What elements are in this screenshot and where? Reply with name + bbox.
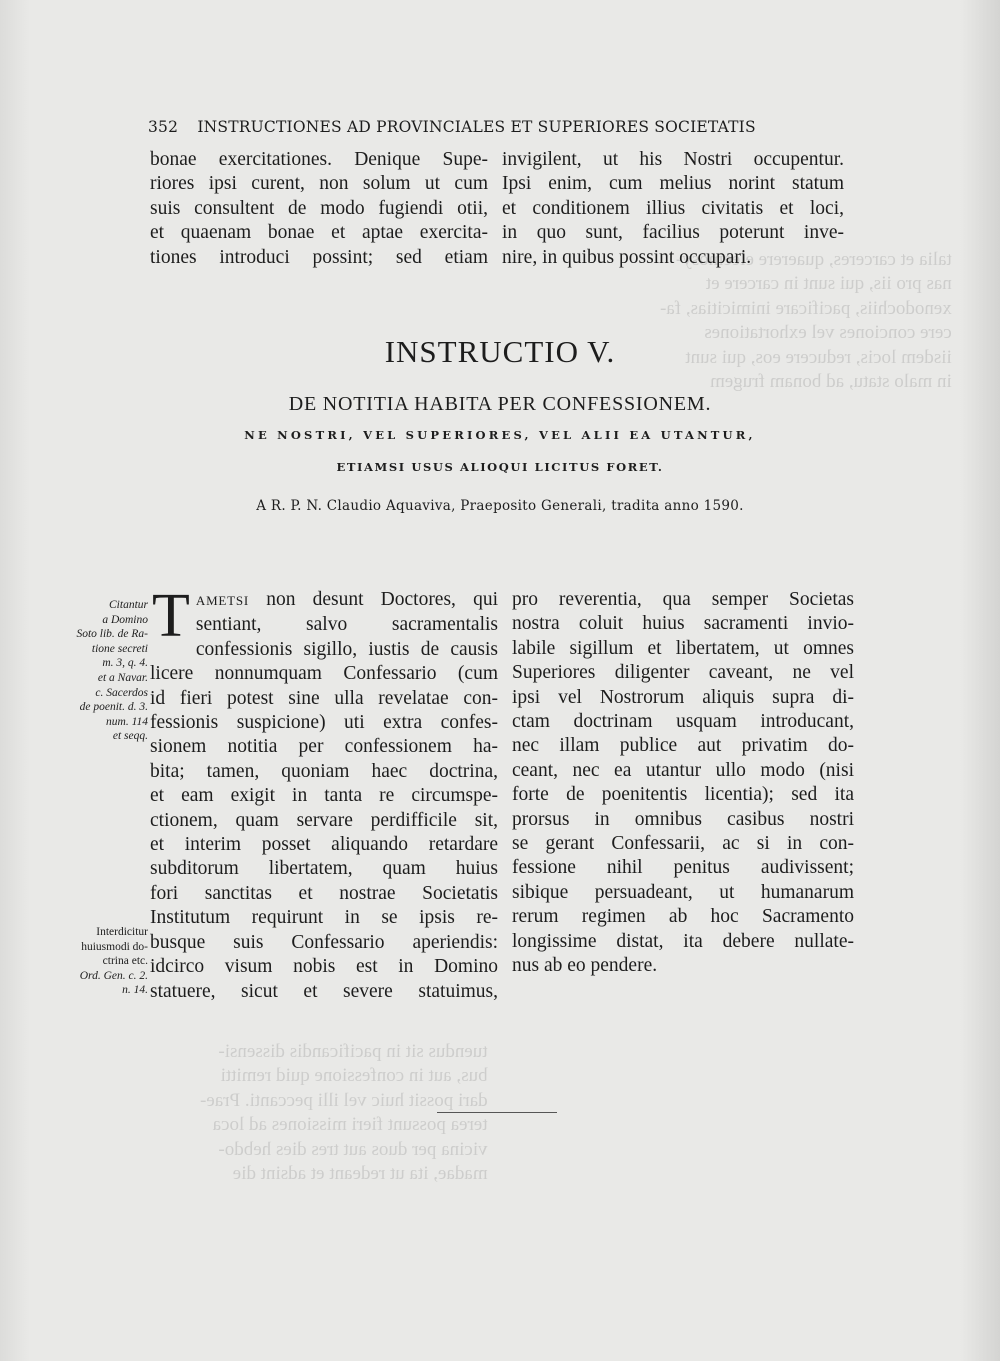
text-line: nire, in quibus possint occupari. (502, 246, 752, 268)
text-line (150, 588, 498, 613)
margin-note-line: et seqq. (112, 730, 148, 743)
margin-note-line: c. Sacerdos (95, 686, 148, 699)
body-left-column (150, 582, 498, 1004)
margin-note-line: huiusmodi do- (81, 940, 148, 953)
text-line: sionem notitia per confessionem ha- (150, 736, 498, 758)
margin-note-line: Citantur (109, 599, 148, 611)
top-left-column (150, 148, 488, 270)
text-line: riores ipsi curent, non solum ut cum (150, 173, 488, 195)
top-right-column (502, 148, 844, 270)
margin-note-line: et a Navar. (97, 671, 148, 684)
text-line: fori sanctitas et nostrae Societatis (150, 882, 498, 904)
margin-note-line: m. 3, q. 4. (102, 657, 148, 670)
text-fragment: non desunt Doctores, qui (266, 589, 498, 610)
text-line: Superiores diligenter caveant, ne vel (512, 662, 854, 684)
section-caps-line-1: NE NOSTRI, VEL SUPERIORES, VEL ALII EA UTANTUR, (244, 428, 756, 442)
text-line: ceant, nec ea utantur ullo modo (nisi (512, 759, 854, 781)
text-line: et eam exigit in tanta re circumspe- (150, 785, 498, 807)
margin-note-line: Soto lib. de Ra- (76, 628, 148, 641)
text-line: sentiant, salvo sacramentalis (195, 614, 498, 636)
margin-note-line: n. 14. (122, 984, 148, 997)
show-through-text: tuendus sit in pacificandis dissensi- bus, aut in confessione quid remitti dari possit huic vel illi peccanti. Prae- terea possunt fieri missiones ad loca vicina per duos aut tres dies hebdo- madae, ita ut redeant et adsint die (200, 1041, 488, 1185)
text-line: nostra coluit huius sacramenti invio- (512, 613, 854, 635)
text-line: sibique persuadeant, ut humanarum (512, 881, 854, 903)
margin-note-line: de poenit. d. 3. (79, 701, 148, 714)
section-title: INSTRUCTIO V. (384, 334, 616, 369)
text-line: subditorum libertatem, quam huius (150, 858, 498, 880)
text-line: busque suis Confessario aperiendis: (150, 931, 498, 953)
margin-note-prohibition (30, 925, 148, 998)
text-line: idcirco visum nobis est in Domino (150, 956, 498, 978)
margin-note-line: Interdicitur (96, 926, 148, 938)
show-through-text: talia et carceres, quaerere eleemosy- nas pro iis, qui sunt in carcere et xenodochiis, pacificare inimicitias, fa- cere conciones vel exhortationes iisdem locis, reducere eos, qui sunt in malo statu, ad bonam frugem (660, 249, 952, 393)
text-line: pro reverentia, qua semper Societas (512, 589, 854, 610)
text-line: rerum regimen ab hoc Sacramento (512, 906, 854, 928)
text-line: se gerant Confessarii, ac si in con- (512, 833, 854, 855)
text-line: ctionem, quam servare perdifficile sit, (150, 809, 498, 831)
text-line: Institutum requirunt in se ipsis re- (150, 907, 498, 929)
drop-cap: T (152, 582, 190, 650)
margin-note-line: num. 114 (106, 715, 148, 728)
text-line: nec illam publice aut privatim do- (512, 735, 854, 757)
attribution-line: A R. P. N. Claudio Aquaviva, Praeposito Generali, tradita anno 1590. (256, 498, 744, 514)
text-line: invigilent, ut his Nostri occupentur. (502, 149, 844, 170)
margin-note-line: a Domino (102, 613, 148, 626)
text-line: suis consultent de modo fugiendi otii, (150, 197, 488, 219)
text-line: id fieri potest sine ulla revelatae con- (150, 687, 498, 709)
text-line: forte de poenitentis licentia); sed ita (512, 784, 854, 806)
page-number: 352 (148, 118, 179, 136)
text-line: fessionis suspicione) uti extra confes- (150, 712, 498, 734)
margin-note-line: Ord. Gen. c. 2. (79, 969, 148, 982)
smallcaps-word: AMETSI (195, 593, 250, 608)
margin-note-line: ctrina etc. (102, 955, 148, 968)
text-line: ctam doctrinam usquam introducant, (512, 711, 854, 733)
text-line: ipsi vel Nostrorum aliquis supra di- (512, 686, 854, 708)
text-line: confessionis sigillo, iustis de causis (195, 638, 498, 660)
margin-note-citations (30, 598, 148, 744)
text-line: tiones introduci possint; sed etiam (150, 246, 488, 268)
text-line: prorsus in omnibus casibus nostri (512, 808, 854, 830)
text-line: labile sigillum et libertatem, ut omnes (512, 637, 854, 659)
text-line: nus ab eo pendere. (512, 955, 658, 977)
running-header (148, 118, 788, 136)
text-line: bita; tamen, quoniam haec doctrina, (150, 760, 498, 782)
section-caps-line-2: ETIAMSI USUS ALIOQUI LICITUS FORET. (336, 460, 664, 474)
text-line: in quo sunt, facilius poterunt inve- (502, 222, 844, 244)
text-line: et conditionem illius civitatis et loci, (502, 197, 844, 219)
text-line: fessione nihil penitus audivissent; (512, 857, 854, 879)
text-line: longissime distat, ita debere nullate- (512, 930, 854, 952)
text-line: Ipsi enim, cum melius norint statum (502, 173, 844, 195)
text-line: licere nonnumquam Confessario (cum (150, 663, 498, 685)
running-title: INSTRUCTIONES AD PROVINCIALES ET SUPERIORES SOCIETATIS (197, 118, 756, 136)
end-rule (437, 1112, 557, 1113)
text-line: et interim posset aliquando retardare (150, 834, 498, 856)
text-line: bonae exercitationes. Denique Supe- (150, 149, 488, 170)
text-line: statuere, sicut et severe statuimus, (150, 980, 498, 1002)
margin-note-line: tione secreti (91, 642, 148, 655)
body-right-column (512, 588, 854, 979)
text-line: et quaenam bonae et aptae exercita- (150, 222, 488, 244)
section-subtitle: DE NOTITIA HABITA PER CONFESSIONEM. (288, 393, 712, 415)
